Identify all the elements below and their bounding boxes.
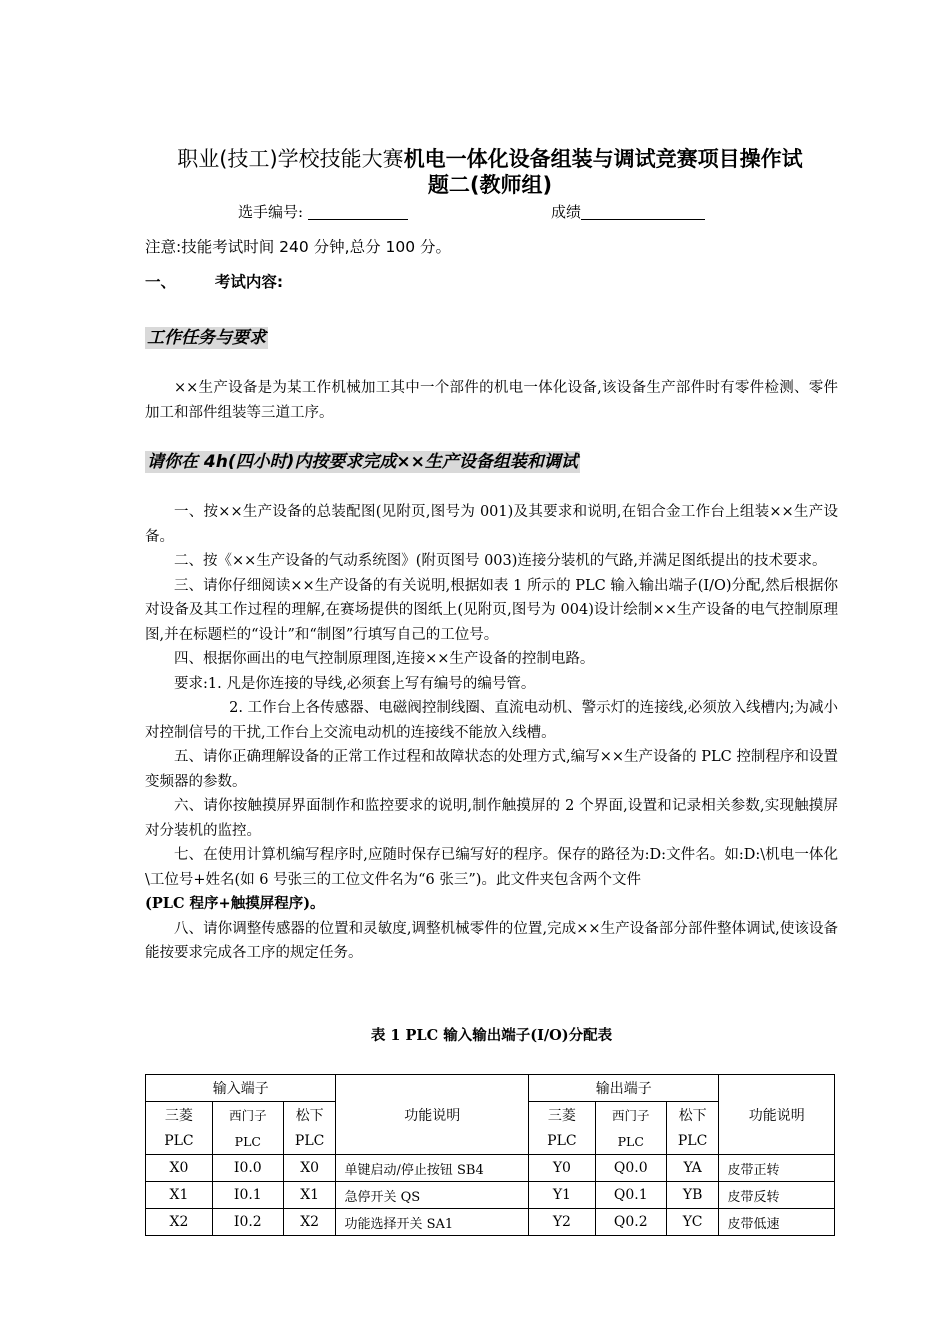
requirement-list xyxy=(145,500,838,966)
in-panasonic: X1 xyxy=(283,1182,336,1209)
out-siemens: Q0.2 xyxy=(595,1209,666,1236)
list-item: 要求:1. 凡是你连接的导线,必须套上写有编号的编号管。 xyxy=(174,675,536,692)
in-function: 急停开关 QS xyxy=(336,1182,529,1209)
contestant-blank xyxy=(308,203,408,220)
in-siemens: I0.2 xyxy=(212,1209,283,1236)
in-siemens: I0.0 xyxy=(212,1155,283,1182)
table-row xyxy=(146,1155,835,1182)
list-item: 2. 工作台上各传感器、电磁阀控制线圈、直流电动机、警示灯的连接线,必须放入线槽内;为减小对控制信号的干扰,工作台上交流电动机的连接线不能放入线槽。 xyxy=(145,700,838,741)
out-panasonic: YA xyxy=(666,1155,719,1182)
plc-label: PLC xyxy=(146,1128,213,1155)
brand-panasonic: 松下 xyxy=(283,1102,336,1129)
output-header: 输出端子 xyxy=(528,1075,718,1102)
list-item: 一、按××生产设备的总装配图(见附页,图号为 001)及其要求和说明,在铝合金工作台上组装××生产设备。 xyxy=(145,504,838,545)
in-mitsubishi: X0 xyxy=(146,1155,213,1182)
contestant-number-field xyxy=(238,201,408,222)
score-field xyxy=(551,201,705,222)
out-panasonic: YB xyxy=(666,1182,719,1209)
section-one-number: 一、 xyxy=(145,273,177,291)
brand-mitsubishi: 三菱 xyxy=(146,1102,213,1129)
output-function-header: 功能说明 xyxy=(719,1075,835,1155)
out-siemens: Q0.1 xyxy=(595,1182,666,1209)
input-header: 输入端子 xyxy=(146,1075,336,1102)
score-blank xyxy=(581,203,705,220)
plc-label: PLC xyxy=(212,1128,283,1155)
title-line2: 题二(教师组) xyxy=(427,173,553,197)
plc-label: PLC xyxy=(528,1128,595,1155)
title-bold: 机电一体化设备组装与调试竞赛项目操作试 xyxy=(403,147,803,171)
plc-label: PLC xyxy=(283,1128,336,1155)
list-item: (PLC 程序+触摸屏程序)。 xyxy=(145,895,325,912)
in-function: 功能选择开关 SA1 xyxy=(336,1209,529,1236)
out-mitsubishi: Y2 xyxy=(528,1209,595,1236)
out-function: 皮带正转 xyxy=(719,1155,835,1182)
brand-panasonic: 松下 xyxy=(666,1102,719,1129)
brand-siemens: 西门子 xyxy=(212,1102,283,1129)
in-panasonic: X0 xyxy=(283,1155,336,1182)
table-row xyxy=(146,1182,835,1209)
io-assignment-table xyxy=(145,1074,835,1236)
section-one-label: 考试内容: xyxy=(214,273,284,291)
out-function: 皮带反转 xyxy=(719,1182,835,1209)
table-caption: 表 1 PLC 输入输出端子(I/O)分配表 xyxy=(370,1027,613,1044)
input-function-header: 功能说明 xyxy=(336,1075,529,1155)
exam-notice: 注意:技能考试时间 240 分钟,总分 100 分。 xyxy=(145,238,452,256)
out-siemens: Q0.0 xyxy=(595,1155,666,1182)
plc-label: PLC xyxy=(666,1128,719,1155)
in-panasonic: X2 xyxy=(283,1209,336,1236)
contestant-label: 选手编号: xyxy=(238,203,304,221)
plc-label: PLC xyxy=(595,1128,666,1155)
brand-siemens: 西门子 xyxy=(595,1102,666,1129)
title-prefix: 职业(技工)学校技能大赛 xyxy=(177,147,404,171)
list-item: 三、请你仔细阅读××生产设备的有关说明,根据如表 1 所示的 PLC 输入输出端子(I/O)分配,然后根据你对设备及其工作过程的理解,在赛场提供的图纸上(见附页,图号为 004)设计绘制××生产设备的电气控制原理图,并在标题栏的“设计”和“制图”行填写自己的工位号。 xyxy=(145,577,838,643)
list-item: 八、请你调整传感器的位置和灵敏度,调整机械零件的位置,完成××生产设备部分部件整体调试,使该设备能按要求完成各工序的规定任务。 xyxy=(145,920,838,961)
section-one-heading xyxy=(145,270,283,292)
list-item: 七、在使用计算机编写程序时,应随时保存已编写好的程序。保存的路径为:D:文件名。如:D:\机电一体化\工位号+姓名(如 6 号张三的工位文件名为“6 张三”)。此文件夹包含两个文件 xyxy=(145,847,838,888)
in-siemens: I0.1 xyxy=(212,1182,283,1209)
out-function: 皮带低速 xyxy=(719,1209,835,1236)
list-item: 四、根据你画出的电气控制原理图,连接××生产设备的控制电路。 xyxy=(174,651,595,667)
in-function: 单键启动/停止按钮 SB4 xyxy=(336,1155,529,1182)
brand-mitsubishi: 三菱 xyxy=(528,1102,595,1129)
out-mitsubishi: Y0 xyxy=(528,1155,595,1182)
requirement-heading: 请你在 4h(四小时)内按要求完成××生产设备组装和调试 xyxy=(147,452,578,472)
document-title xyxy=(140,146,840,198)
out-mitsubishi: Y1 xyxy=(528,1182,595,1209)
score-label: 成绩 xyxy=(551,203,582,221)
list-item: 二、按《××生产设备的气动系统图》(附页图号 003)连接分装机的气路,并满足图纸提出的技术要求。 xyxy=(174,553,827,569)
in-mitsubishi: X1 xyxy=(146,1182,213,1209)
intro-text: ××生产设备是为某工作机械加工其中一个部件的机电一体化设备,该设备生产部件时有零件检测、零件加工和部件组装等三道工序。 xyxy=(145,380,838,421)
table-row xyxy=(146,1209,835,1236)
list-item: 六、请你按触摸屏界面制作和监控要求的说明,制作触摸屏的 2 个界面,设置和记录相关参数,实现触摸屏对分装机的监控。 xyxy=(145,798,838,839)
task-heading: 工作任务与要求 xyxy=(147,328,266,348)
list-item: 五、请你正确理解设备的正常工作过程和故障状态的处理方式,编写××生产设备的 PLC 控制程序和设置变频器的参数。 xyxy=(145,749,838,790)
out-panasonic: YC xyxy=(666,1209,719,1236)
intro-paragraph xyxy=(145,376,838,425)
in-mitsubishi: X2 xyxy=(146,1209,213,1236)
